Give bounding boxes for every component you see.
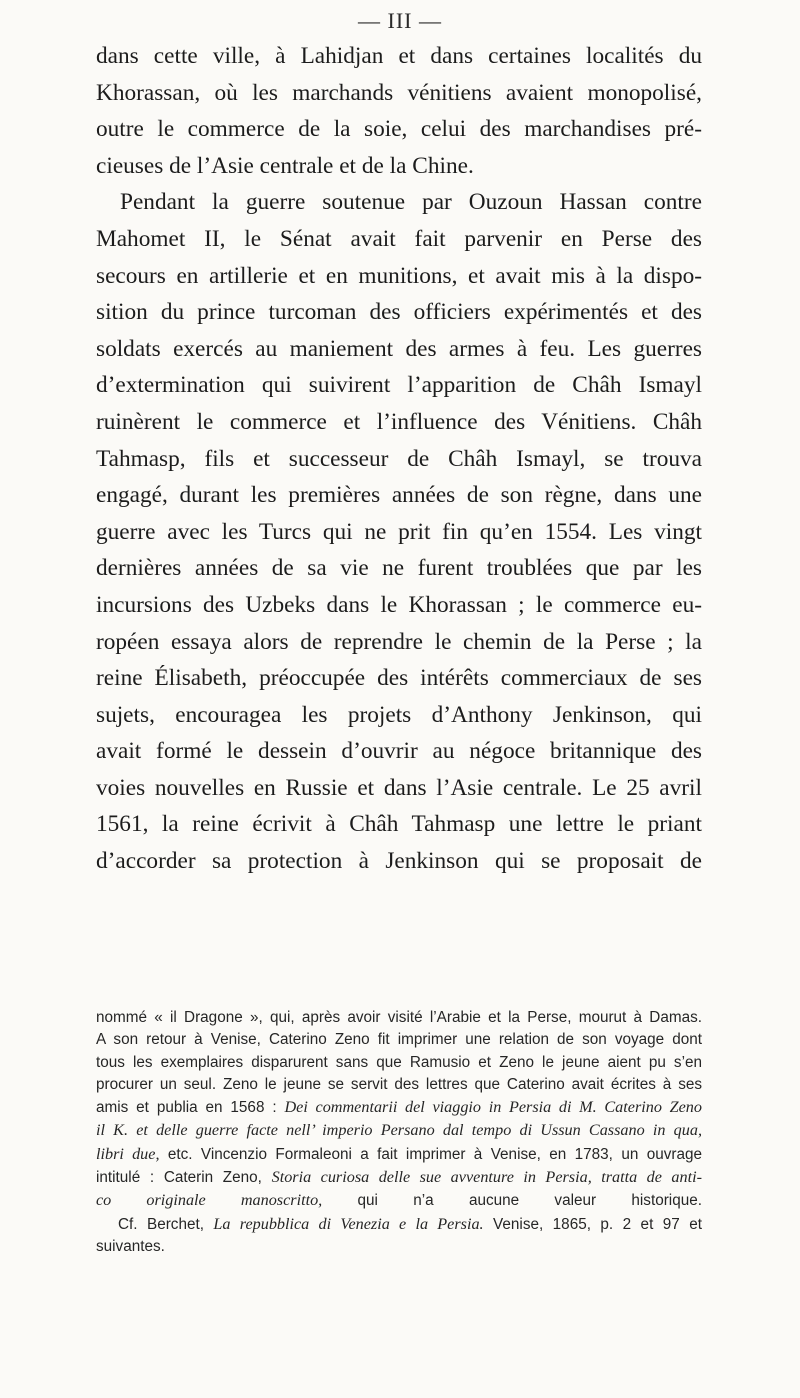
footnote-line	[96, 1166, 702, 1189]
footnote-line: tous les exemplaires disparurent sans que Ramusio et Zeno le jeune aient pu s’en	[96, 1053, 702, 1071]
footnote-line: nommé « il Dragone », qui, après avoir visité l’Arabie et la Perse, mourut à Damas.	[96, 1009, 702, 1026]
text-line: Tahmasp, fils et successeur de Châh Ismayl, se trouva	[96, 445, 702, 472]
footnote-line	[96, 1119, 702, 1142]
footnote-line: A son retour à Venise, Caterino Zeno fit imprimer une relation de son voyage dont	[96, 1031, 702, 1049]
page-number: — III —	[358, 8, 442, 33]
italic-title: il K. et delle guerre facte nell’ imperio Persano dal tempo di Ussun Cassano in qua,	[96, 1121, 702, 1140]
footnote-line	[96, 1213, 702, 1236]
main-text	[96, 38, 702, 880]
footnote-text: qui n’a aucune valeur historique.	[322, 1192, 702, 1210]
text-line: secours en artillerie et en munitions, et avait mis à la dispo-	[96, 262, 702, 289]
italic-title: libri due,	[96, 1144, 160, 1163]
text-line: Mahomet II, le Sénat avait fait parvenir en Perse des	[96, 225, 702, 252]
text-line: guerre avec les Turcs qui ne prit fin qu’en 1554. Les vingt	[96, 518, 702, 545]
text-line: dernières années de sa vie ne furent troublées que par les	[96, 555, 702, 582]
footnote	[96, 1007, 702, 1258]
footnote-line	[96, 1143, 702, 1166]
footnote-line	[96, 1189, 702, 1212]
text-line: ruinèrent le commerce et l’influence des Vénitiens. Châh	[96, 408, 702, 435]
text-line: outre le commerce de la soie, celui des marchandises pré-	[96, 116, 702, 143]
footnote-text: etc. Vincenzio Formaleoni a fait imprimer à Venise, en 1783, un ouvrage	[159, 1145, 702, 1163]
footnote-text: Cf. Berchet,	[118, 1215, 214, 1233]
text-line: d’extermination qui suivirent l’apparition de Châh Ismayl	[96, 372, 702, 399]
text-line: voies nouvelles en Russie et dans l’Asie centrale. Le 25 avril	[96, 774, 702, 801]
italic-title: Dei commentarii del viaggio in Persia di M. Caterino Zeno	[284, 1098, 702, 1117]
footnote-text: intitulé : Caterin Zeno,	[96, 1169, 272, 1187]
footnote-line	[96, 1096, 702, 1119]
text-line: d’accorder sa protection à Jenkinson qui se proposait de	[96, 848, 702, 875]
text-line: engagé, durant les premières années de son règne, dans une	[96, 482, 702, 509]
italic-title: Storia curiosa delle sue avventure in Persia, tratta de anti-	[271, 1168, 702, 1187]
text-line: cieuses de l’Asie centrale et de la Chine.	[96, 152, 474, 179]
text-line: sujets, encouragea les projets d’Anthony Jenkinson, qui	[96, 701, 702, 728]
footnote-text: amis et publia en 1568 :	[96, 1099, 285, 1117]
footnote-text: Venise, 1865, p. 2 et 97 et	[483, 1215, 702, 1233]
text-line: reine Élisabeth, préoccupée des intérêts commerciaux de ses	[96, 665, 702, 692]
text-line: 1561, la reine écrivit à Châh Tahmasp une lettre le priant	[96, 811, 702, 838]
text-line: soldats exercés au maniement des armes à feu. Les guerres	[96, 335, 702, 362]
footnote-line: suivantes.	[96, 1237, 165, 1255]
italic-title: La repubblica di Venezia e la Persia.	[213, 1214, 484, 1233]
footnote-line: procurer un seul. Zeno le jeune se servit des lettres que Caterino avait écrites à ses	[96, 1075, 702, 1093]
italic-title: co originale manoscritto,	[96, 1191, 323, 1210]
text-line: incursions des Uzbeks dans le Khorassan ; le commerce eu-	[96, 591, 702, 618]
text-line: Pendant la guerre soutenue par Ouzoun Hassan contre	[120, 189, 702, 216]
text-line: ropéen essaya alors de reprendre le chemin de la Perse ; la	[96, 628, 702, 655]
text-line: Khorassan, où les marchands vénitiens avaient monopolisé,	[96, 79, 702, 106]
text-line: sition du prince turcoman des officiers expérimentés et des	[96, 299, 702, 326]
text-line: avait formé le dessein d’ouvrir au négoce britannique des	[96, 738, 702, 765]
text-line: dans cette ville, à Lahidjan et dans certaines localités du	[96, 43, 702, 69]
